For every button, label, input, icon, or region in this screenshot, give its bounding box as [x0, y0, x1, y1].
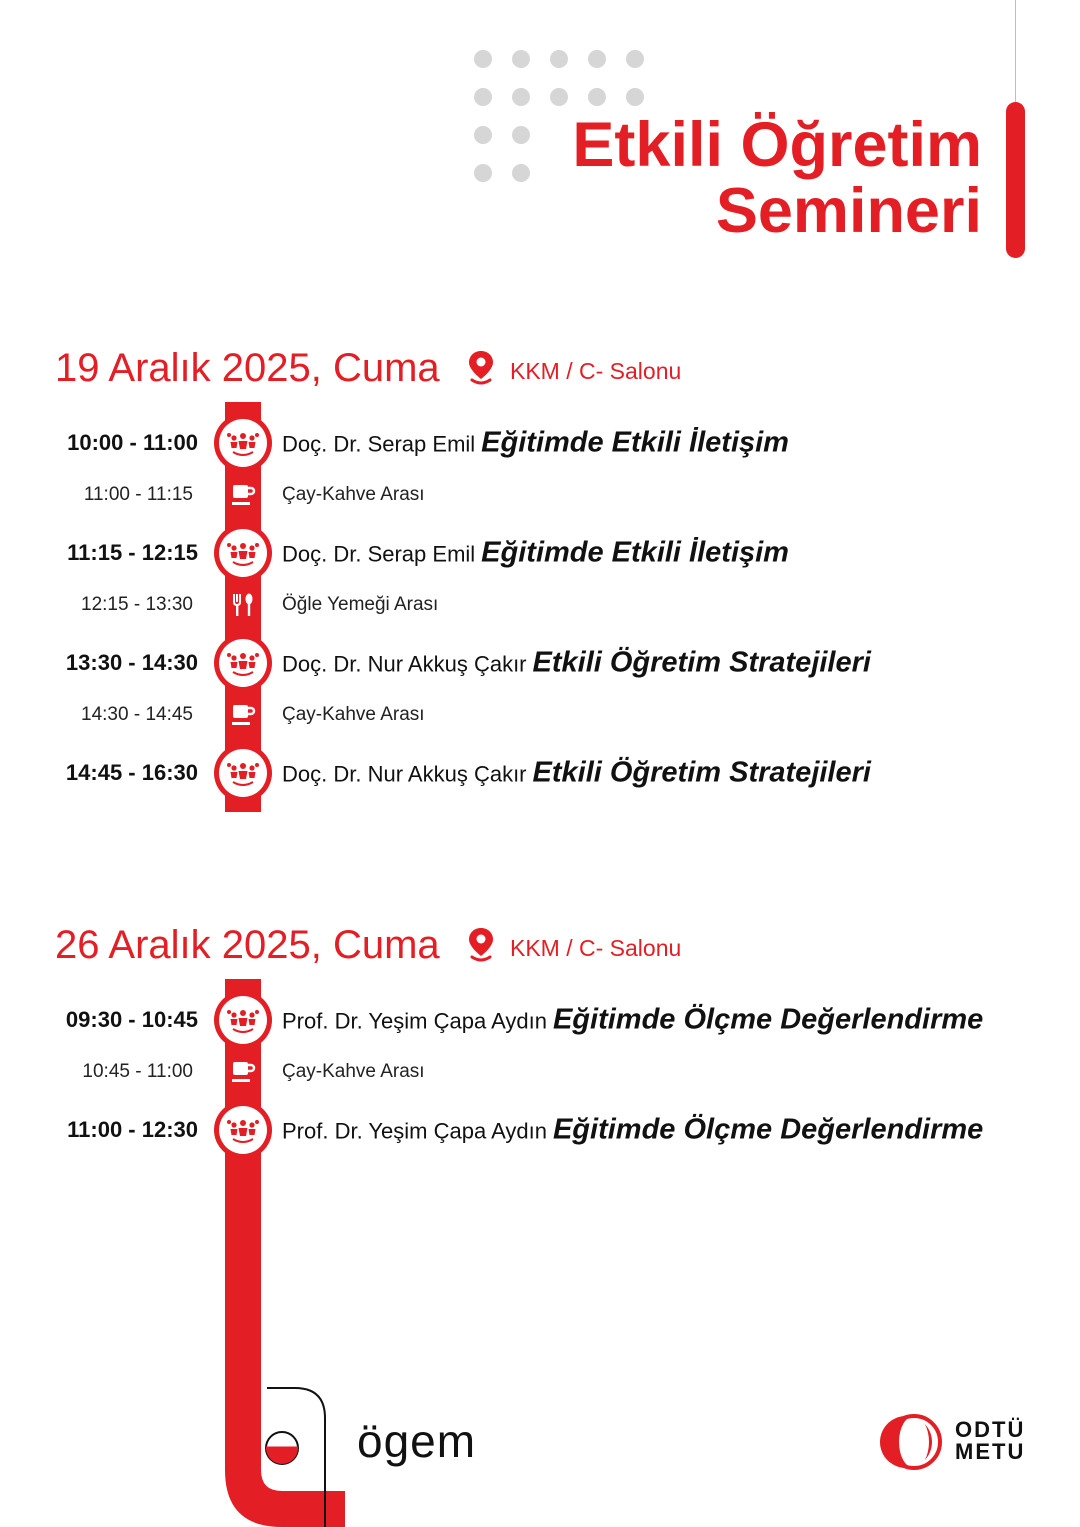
speaker-name: Doç. Dr. Nur Akkuş Çakır — [282, 651, 527, 677]
session-topic: Eğitimde Ölçme Değerlendirme — [552, 1003, 984, 1036]
location-pin-icon — [467, 349, 495, 385]
break-row — [0, 690, 1080, 740]
session-row — [0, 995, 1080, 1045]
speaker-name: Prof. Dr. Yeşim Çapa Aydın — [282, 1118, 547, 1144]
session-time: 14:45 - 16:30 — [65, 760, 198, 785]
session-time: 09:30 - 10:45 — [65, 1007, 198, 1032]
session-topic: Etkili Öğretim Stratejileri — [532, 756, 871, 789]
session-time: 12:15 - 13:30 — [81, 594, 193, 615]
people-icon — [214, 1101, 272, 1159]
metu-logo-icon — [878, 1414, 942, 1470]
decorative-dot — [512, 88, 530, 106]
decorative-dot — [512, 164, 530, 182]
session-info — [282, 537, 789, 570]
coffee-icon — [229, 481, 257, 509]
decorative-dot — [474, 126, 492, 144]
speaker-name: Doç. Dr. Serap Emil — [282, 541, 476, 567]
decorative-dot — [512, 50, 530, 68]
session-topic: Eğitimde Etkili İletişim — [481, 426, 789, 459]
decorative-vertical-line — [1015, 0, 1016, 105]
title-line-1: Etkili Öğretim — [572, 110, 982, 180]
session-time: 14:30 - 14:45 — [81, 704, 193, 725]
ogem-wordmark: ögem — [357, 1415, 477, 1467]
decorative-dot — [626, 88, 644, 106]
decorative-dot — [512, 126, 530, 144]
speaker-name: Doç. Dr. Serap Emil — [282, 431, 476, 457]
speaker-name: Prof. Dr. Yeşim Çapa Aydın — [282, 1008, 547, 1034]
cutlery-icon — [229, 591, 257, 619]
break-row — [0, 580, 1080, 630]
speaker-name: Doç. Dr. Nur Akkuş Çakır — [282, 761, 527, 787]
decorative-dot — [550, 88, 568, 106]
break-row — [0, 1047, 1080, 1097]
session-row — [0, 1105, 1080, 1155]
session-time: 11:00 - 12:30 — [67, 1117, 198, 1142]
day-location: KKM / C- Salonu — [510, 358, 682, 384]
session-info — [282, 1004, 983, 1037]
session-info — [282, 427, 789, 460]
session-topic: Etkili Öğretim Stratejileri — [532, 646, 871, 679]
decorative-dot — [588, 88, 606, 106]
session-topic: Eğitimde Ölçme Değerlendirme — [552, 1113, 984, 1146]
decorative-red-bar — [1006, 102, 1025, 258]
title-line-2: Semineri — [715, 176, 982, 246]
session-info — [282, 757, 871, 790]
session-time: 11:15 - 12:15 — [67, 540, 198, 565]
coffee-icon — [229, 1058, 257, 1086]
break-row — [0, 470, 1080, 520]
people-icon — [214, 744, 272, 802]
people-icon — [214, 634, 272, 692]
day-date: 19 Aralık 2025, Cuma — [55, 346, 440, 390]
decorative-dot — [550, 50, 568, 68]
session-time: 11:00 - 11:15 — [83, 484, 193, 505]
break-label: Çay-Kahve Arası — [282, 1061, 425, 1082]
people-icon — [214, 524, 272, 582]
break-label: Çay-Kahve Arası — [282, 704, 425, 725]
break-label: Çay-Kahve Arası — [282, 484, 425, 505]
decorative-dot — [474, 164, 492, 182]
session-row — [0, 418, 1080, 468]
session-row — [0, 638, 1080, 688]
day-location: KKM / C- Salonu — [510, 935, 682, 961]
session-topic: Eğitimde Etkili İletişim — [481, 536, 789, 569]
people-icon — [214, 414, 272, 472]
session-time: 13:30 - 14:30 — [65, 650, 198, 675]
session-row — [0, 528, 1080, 578]
metu-line-2: METU — [955, 1439, 1026, 1464]
decorative-dot — [474, 50, 492, 68]
people-icon — [214, 991, 272, 1049]
session-row — [0, 748, 1080, 798]
location-pin-icon — [467, 926, 495, 962]
session-time: 10:00 - 11:00 — [67, 430, 198, 455]
decorative-dot — [626, 50, 644, 68]
decorative-dot — [588, 50, 606, 68]
ogem-logo-icon — [225, 1380, 345, 1527]
session-info — [282, 1114, 983, 1147]
metu-line-1: ODTÜ — [955, 1417, 1026, 1442]
page-title — [572, 112, 982, 244]
session-time: 10:45 - 11:00 — [82, 1061, 193, 1082]
metu-wordmark — [955, 1419, 1025, 1463]
coffee-icon — [229, 701, 257, 729]
session-info — [282, 647, 871, 680]
decorative-dot — [474, 88, 492, 106]
day-date: 26 Aralık 2025, Cuma — [55, 923, 440, 967]
break-label: Öğle Yemeği Arası — [282, 594, 439, 615]
